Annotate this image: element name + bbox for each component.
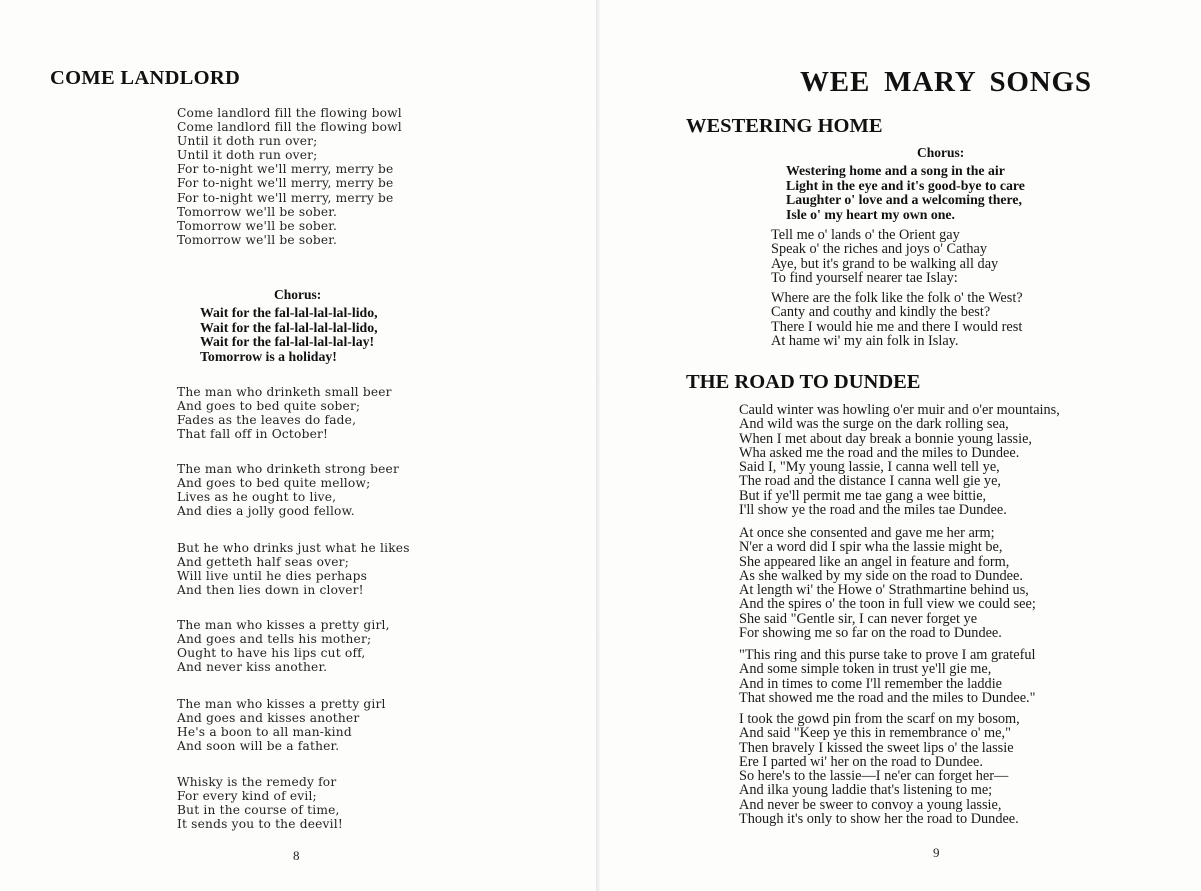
verse-3 — [177, 462, 399, 518]
lyric-line: To find yourself nearer tae Islay: — [771, 269, 958, 286]
lyric-line: Light in the eye and it's good-bye to care — [786, 177, 1025, 193]
lyric-line: But he who drinks just what he likes — [177, 541, 410, 555]
lyric-line: And goes and tells his mother; — [177, 632, 372, 647]
lyric-line: And goes and kisses another — [177, 711, 360, 726]
lyric-line: Laughter o' love and a welcoming there, — [786, 192, 1022, 207]
lyric-line: Ere I parted wi' her on the road to Dundee. — [739, 753, 983, 770]
lyric-line: Ought to have his lips cut off, — [177, 646, 366, 661]
page-number: 9 — [933, 845, 940, 860]
lyric-line: I took the gowd pin from the scarf on my bosom, — [739, 711, 1020, 727]
westering-chorus-label: Chorus: — [917, 145, 965, 160]
lyric-line: At length wi' the Howe o' Strathmartine behind us, — [739, 582, 1029, 599]
lyric-line: And some simple token in trust ye'll gie me, — [739, 661, 992, 678]
westering-verse-2 — [771, 291, 1023, 348]
lyric-line: And wild was the surge on the dark rolling sea, — [739, 416, 1009, 433]
verse-7 — [177, 775, 343, 831]
dundee-verse-4 — [739, 712, 1020, 826]
lyric-line: Tomorrow is a holiday! — [200, 348, 337, 364]
verse-1 — [177, 106, 402, 247]
lyric-line: Wait for the fal-lal-lal-lal-lido, — [200, 319, 378, 335]
lyric-line: Then bravely I kissed the sweet lips o' the lassie — [739, 739, 1014, 756]
lyric-line: She said "Gentle sir, I can never forget ye — [739, 610, 978, 627]
lyric-line: For every kind of evil; — [177, 789, 317, 804]
lyric-line: The man who drinketh small beer — [177, 385, 392, 399]
lyric-line: Aye, but it's grand to be walking all day — [771, 255, 999, 272]
lyric-line: Where are the folk like the folk o' the West? — [771, 290, 1023, 306]
lyric-line: That fall off in October! — [177, 427, 329, 442]
lyric-line: Westering home and a song in the air — [786, 163, 1005, 178]
westering-chorus — [786, 164, 1025, 222]
lyric-line: Though it's only to show her the road to Dundee. — [739, 811, 1019, 828]
lyric-line: But in the course of time, — [177, 803, 340, 818]
lyric-line: And getteth half seas over; — [177, 555, 349, 570]
lyric-line: "This ring and this purse take to prove I am grateful — [739, 647, 1036, 663]
lyric-line: N'er a word did I spir wha the lassie might be, — [739, 539, 1003, 556]
lyric-line: And the spires o' the toon in full view we could see; — [739, 596, 1036, 613]
lyric-line: Will live until he dies perhaps — [177, 569, 368, 584]
song-title-westering-home: WESTERING HOME — [686, 115, 883, 137]
lyric-line: And then lies down in clover! — [177, 583, 364, 598]
lyric-line: It sends you to the deevil! — [177, 817, 343, 832]
lyric-line: Until it doth run over; — [177, 134, 318, 149]
lyric-line: For to-night we'll merry, merry be — [177, 176, 394, 191]
lyric-line: Come landlord fill the flowing bowl — [177, 120, 402, 135]
lyric-line: That showed me the road and the miles to Dundee." — [739, 689, 1036, 706]
verse-6 — [177, 697, 386, 753]
verse-4 — [177, 541, 410, 597]
dundee-verse-1 — [739, 403, 1060, 517]
page-number: 8 — [293, 848, 300, 863]
lyric-line: And soon will be a father. — [177, 739, 340, 754]
lyric-line: Whisky is the remedy for — [177, 775, 337, 789]
lyric-line: The man who kisses a pretty girl — [177, 697, 386, 711]
chorus-label: Chorus: — [274, 287, 322, 302]
lyric-line: Tomorrow we'll be sober. — [177, 204, 338, 219]
lyric-line: And in times to come I'll remember the laddie — [739, 675, 1003, 692]
lyric-line: Canty and couthy and kindly the best? — [771, 304, 991, 321]
lyric-line: She appeared like an angel in feature and form, — [739, 553, 1010, 570]
lyric-line: And goes to bed quite mellow; — [177, 476, 371, 491]
lyric-line: And never be sweer to convoy a young lassie, — [739, 796, 1002, 813]
lyric-line: At once she consented and gave me her arm; — [739, 525, 995, 541]
lyric-line: Isle o' my heart my own one. — [786, 206, 955, 222]
chorus — [200, 306, 378, 364]
lyric-line: And dies a jolly good fellow. — [177, 504, 355, 519]
lyric-line: And said "Keep ye this in remembrance o' me," — [739, 725, 1011, 742]
lyric-line: I'll show ye the road and the miles tae Dundee. — [739, 502, 1007, 519]
lyric-line: Lives as he ought to live, — [177, 490, 337, 505]
verse-5 — [177, 618, 390, 674]
lyric-line: Speak o' the riches and joys o' Cathay — [771, 241, 987, 258]
lyric-line: And never kiss another. — [177, 660, 328, 675]
lyric-line: Tomorrow we'll be sober. — [177, 232, 338, 247]
lyric-line: Cauld winter was howling o'er muir and o'er mountains, — [739, 402, 1060, 418]
lyric-line: Tomorrow we'll be sober. — [177, 218, 338, 233]
lyric-line: But if ye'll permit me tae gang a wee bittie, — [739, 487, 987, 504]
lyric-line: For to-night we'll merry, merry be — [177, 190, 394, 205]
lyric-line: The man who drinketh strong beer — [177, 462, 399, 476]
lyric-line: Come landlord fill the flowing bowl — [177, 106, 402, 120]
lyric-line: Wha asked me the road and the miles to Dundee. — [739, 444, 1020, 461]
lyric-line: Wait for the fal-lal-lal-lal-lido, — [200, 305, 378, 320]
dundee-verse-2 — [739, 526, 1036, 640]
lyric-line: He's a boon to all man-kind — [177, 725, 352, 740]
lyric-line: Fades as the leaves do fade, — [177, 413, 357, 428]
lyric-line: The road and the distance I canna well gie ye, — [739, 473, 1001, 490]
dundee-verse-3 — [739, 648, 1035, 705]
westering-verse-1 — [771, 228, 998, 285]
lyric-line: Until it doth run over; — [177, 148, 318, 163]
lyric-line: For to-night we'll merry, merry be — [177, 162, 394, 177]
lyric-line: Wait for the fal-lal-lal-lal-lay! — [200, 334, 375, 349]
song-title-come-landlord: COME LANDLORD — [50, 67, 241, 89]
lyric-line: At hame wi' my ain folk in Islay. — [771, 332, 959, 349]
lyric-line: When I met about day break a bonnie young lassie, — [739, 430, 1032, 447]
lyric-line: Tell me o' lands o' the Orient gay — [771, 227, 960, 243]
lyric-line: And ilka young laddie that's listening to me; — [739, 782, 993, 799]
lyric-line: And goes to bed quite sober; — [177, 399, 361, 414]
lyric-line: For showing me so far on the road to Dundee. — [739, 625, 1002, 642]
song-title-road-to-dundee: THE ROAD TO DUNDEE — [686, 371, 921, 393]
lyric-line: Said I, "My young lassie, I canna well tell ye, — [739, 459, 1000, 476]
book-heading: WEE MARY SONGS — [800, 66, 1092, 98]
lyric-line: There I would hie me and there I would rest — [771, 318, 1023, 335]
verse-2 — [177, 385, 392, 441]
lyric-line: So here's to the lassie—I ne'er can forget her— — [739, 768, 1009, 785]
left-page — [0, 0, 596, 891]
lyric-line: As she walked by my side on the road to Dundee. — [739, 567, 1023, 584]
right-page — [600, 0, 1201, 891]
lyric-line: The man who kisses a pretty girl, — [177, 618, 390, 632]
